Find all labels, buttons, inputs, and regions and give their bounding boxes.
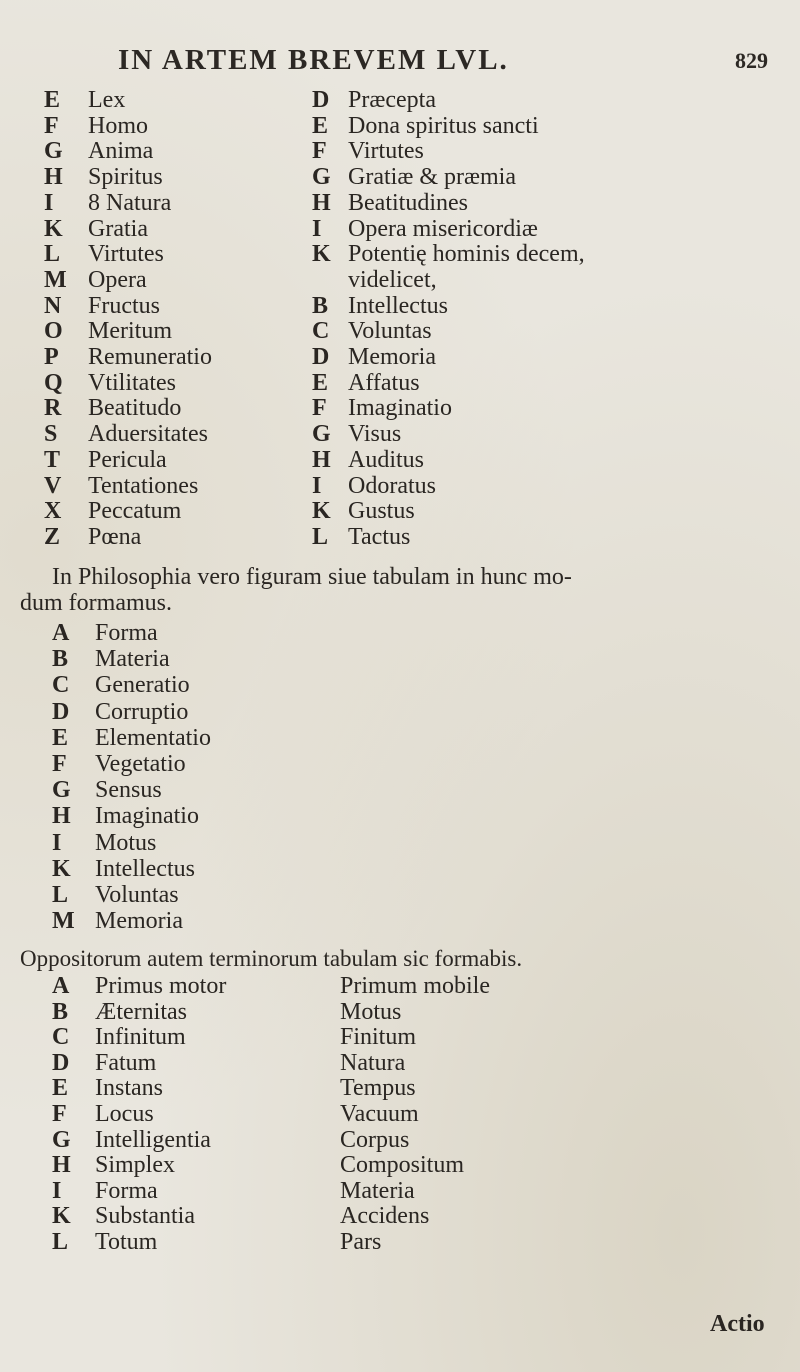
row-word: Memoria bbox=[95, 908, 183, 935]
row-letter: F bbox=[44, 112, 59, 139]
table1-left-row bbox=[44, 420, 304, 448]
row-word: Forma bbox=[95, 620, 158, 646]
running-header bbox=[118, 44, 768, 84]
row-letter: C bbox=[312, 318, 330, 345]
table2-row bbox=[52, 907, 352, 935]
table1-left-row bbox=[44, 343, 304, 371]
row-letter: V bbox=[44, 472, 62, 499]
table1-left-row bbox=[44, 292, 304, 320]
row-right-term: Tempus bbox=[340, 1075, 416, 1102]
row-word: 8 Natura bbox=[88, 189, 172, 216]
row-letter: D bbox=[52, 1049, 70, 1076]
row-letter: H bbox=[312, 189, 331, 216]
row-right-term: Motus bbox=[340, 998, 402, 1025]
row-word: Pericula bbox=[88, 446, 167, 473]
row-word: Auditus bbox=[348, 446, 425, 473]
table1-right-row bbox=[300, 266, 780, 294]
row-letter: K bbox=[52, 855, 71, 882]
row-letter: I bbox=[52, 829, 62, 856]
table2-row bbox=[52, 645, 352, 673]
row-word: Beatitudo bbox=[88, 395, 182, 422]
row-word: Pœna bbox=[88, 523, 142, 550]
row-letter: I bbox=[52, 1177, 62, 1204]
row-left-term: Locus bbox=[95, 1101, 154, 1127]
row-left-term: Totum bbox=[95, 1229, 158, 1255]
row-word: Beatitudines bbox=[348, 189, 468, 216]
row-word: Tentationes bbox=[88, 472, 199, 499]
table3-row bbox=[52, 1177, 752, 1205]
row-left-term: Primus motor bbox=[95, 973, 227, 999]
row-word: Opera bbox=[88, 266, 147, 293]
table1-right-row bbox=[300, 292, 780, 320]
table1-right-row bbox=[300, 163, 780, 191]
table2-row bbox=[52, 724, 352, 752]
row-word: Visus bbox=[348, 421, 402, 448]
table1-right-row bbox=[300, 240, 780, 268]
row-word: Affatus bbox=[348, 369, 420, 396]
row-word: Tactus bbox=[348, 523, 411, 550]
row-word: Potentię hominis decem, bbox=[348, 241, 585, 268]
row-left-term: Instans bbox=[95, 1075, 163, 1102]
row-letter: C bbox=[52, 1024, 70, 1051]
row-letter: P bbox=[44, 344, 59, 370]
table1-left-row bbox=[44, 317, 304, 345]
table1-right-row bbox=[300, 215, 780, 243]
row-letter: C bbox=[52, 672, 70, 699]
table1-right-row bbox=[300, 112, 780, 140]
table2-row bbox=[52, 671, 352, 699]
row-word: Gratiæ & præmia bbox=[348, 164, 516, 191]
row-right-term: Corpus bbox=[340, 1126, 410, 1153]
row-left-term: Infinitum bbox=[95, 1024, 186, 1051]
table1-left-row bbox=[44, 163, 304, 191]
row-right-term: Pars bbox=[340, 1229, 382, 1255]
row-letter: B bbox=[312, 292, 329, 319]
table2-row bbox=[52, 855, 352, 883]
row-word: Dona spiritus sancti bbox=[348, 112, 539, 139]
row-letter: O bbox=[44, 318, 63, 345]
table2-row bbox=[52, 881, 352, 909]
row-letter: L bbox=[44, 241, 61, 268]
row-word: Imaginatio bbox=[348, 395, 452, 422]
row-left-term: Fatum bbox=[95, 1049, 157, 1076]
table1-left-row bbox=[44, 472, 304, 500]
table1-right-row bbox=[300, 497, 780, 525]
row-letter: X bbox=[44, 498, 62, 525]
row-letter: H bbox=[52, 1152, 71, 1179]
row-word: Peccatum bbox=[88, 498, 182, 525]
row-word: Voluntas bbox=[348, 318, 432, 345]
row-word: Anima bbox=[88, 138, 154, 165]
table1-right-row bbox=[300, 137, 780, 165]
row-word: Virtutes bbox=[348, 138, 424, 165]
row-right-term: Primum mobile bbox=[340, 973, 490, 999]
table1-left-row bbox=[44, 112, 304, 140]
table3-row bbox=[52, 1151, 752, 1179]
row-letter: A bbox=[52, 620, 70, 646]
table1-right-row bbox=[300, 394, 780, 422]
table1-right-row bbox=[300, 86, 780, 114]
table1-right-row bbox=[300, 189, 780, 217]
row-letter: Z bbox=[44, 523, 61, 550]
row-letter: H bbox=[312, 446, 331, 473]
paragraph-philosophia-line1: In Philosophia vero figuram siue tabulam in hunc mo- bbox=[52, 564, 572, 590]
table1-left-row bbox=[44, 497, 304, 525]
row-left-term: Forma bbox=[95, 1177, 158, 1204]
table1-right-row bbox=[300, 446, 780, 474]
row-letter: H bbox=[52, 803, 71, 830]
table1-left-row bbox=[44, 189, 304, 217]
page-number: 829 bbox=[735, 48, 768, 73]
row-word: Spiritus bbox=[88, 164, 163, 191]
table2-row bbox=[52, 750, 352, 778]
row-word: Memoria bbox=[348, 344, 436, 370]
row-letter: N bbox=[44, 292, 62, 319]
running-title: IN ARTEM BREVEM LVL. bbox=[118, 44, 509, 76]
row-word: Elementatio bbox=[95, 724, 211, 751]
row-letter: G bbox=[312, 421, 331, 448]
row-letter: F bbox=[52, 751, 67, 777]
table3-row bbox=[52, 1228, 752, 1256]
row-letter: A bbox=[52, 973, 70, 999]
row-letter: L bbox=[52, 882, 69, 908]
row-letter: D bbox=[312, 344, 330, 370]
row-word: Imaginatio bbox=[95, 803, 199, 830]
row-word: Corruptio bbox=[95, 698, 189, 725]
table1-left-row bbox=[44, 266, 304, 294]
row-left-term: Substantia bbox=[95, 1203, 195, 1230]
row-word: Intellectus bbox=[95, 855, 195, 882]
row-letter: E bbox=[312, 369, 329, 396]
row-letter: G bbox=[312, 164, 331, 191]
row-letter: E bbox=[52, 724, 69, 751]
row-letter: L bbox=[312, 523, 329, 550]
row-left-term: Simplex bbox=[95, 1152, 176, 1179]
row-letter: I bbox=[44, 189, 54, 216]
row-letter: L bbox=[52, 1229, 69, 1255]
row-letter: F bbox=[312, 138, 327, 165]
row-word: Sensus bbox=[95, 777, 162, 804]
row-word: Generatio bbox=[95, 672, 190, 699]
row-letter: D bbox=[312, 87, 330, 113]
row-letter: K bbox=[312, 498, 331, 525]
row-right-term: Natura bbox=[340, 1049, 406, 1076]
row-word: Voluntas bbox=[95, 882, 179, 908]
row-word: Odoratus bbox=[348, 472, 436, 499]
table2-row bbox=[52, 698, 352, 726]
row-word: Vtilitates bbox=[88, 369, 176, 396]
row-letter: E bbox=[312, 112, 329, 139]
row-letter: G bbox=[44, 138, 63, 165]
row-right-term: Accidens bbox=[340, 1203, 430, 1230]
row-word: Fructus bbox=[88, 292, 160, 319]
row-letter: F bbox=[52, 1101, 67, 1127]
row-left-term: Æternitas bbox=[95, 998, 187, 1025]
table3-row bbox=[52, 1100, 752, 1128]
row-word: Materia bbox=[95, 646, 170, 673]
row-word: Præcepta bbox=[348, 87, 436, 113]
row-word: Gratia bbox=[88, 215, 148, 242]
table1-left-row bbox=[44, 215, 304, 243]
row-letter: S bbox=[44, 421, 58, 448]
table1-right-row bbox=[300, 343, 780, 371]
row-right-term: Materia bbox=[340, 1177, 415, 1204]
row-word: Lex bbox=[88, 87, 126, 113]
row-letter: M bbox=[44, 266, 67, 293]
row-letter: F bbox=[312, 395, 327, 422]
table1-right-row bbox=[300, 472, 780, 500]
row-word: Intellectus bbox=[348, 292, 448, 319]
table1-left-row bbox=[44, 369, 304, 397]
row-left-term: Intelligentia bbox=[95, 1126, 211, 1153]
table3-row bbox=[52, 998, 752, 1026]
table1-right-row bbox=[300, 420, 780, 448]
row-letter: G bbox=[52, 777, 71, 804]
row-letter: B bbox=[52, 998, 69, 1025]
row-word: Remuneratio bbox=[88, 344, 212, 370]
table3-row bbox=[52, 1202, 752, 1230]
row-word: Gustus bbox=[348, 498, 415, 525]
paragraph-philosophia-line2: dum formamus. bbox=[20, 590, 172, 616]
table1-right-row bbox=[300, 317, 780, 345]
row-letter: R bbox=[44, 395, 62, 422]
table2-row bbox=[52, 776, 352, 804]
table3-row bbox=[52, 1023, 752, 1051]
row-letter: E bbox=[44, 87, 61, 113]
row-right-term: Finitum bbox=[340, 1024, 417, 1051]
row-word: Virtutes bbox=[88, 241, 164, 268]
row-word: Motus bbox=[95, 829, 157, 856]
paragraph-oppositorum: Oppositorum autem terminorum tabulam sic formabis. bbox=[20, 946, 523, 971]
table1-left-row bbox=[44, 523, 304, 551]
row-letter: T bbox=[44, 446, 61, 473]
table1-right-row bbox=[300, 369, 780, 397]
table1-left-row bbox=[44, 86, 304, 114]
row-word: Opera misericordiæ bbox=[348, 215, 538, 242]
row-letter: H bbox=[44, 164, 63, 191]
catchword: Actio bbox=[710, 1311, 765, 1337]
table3-row bbox=[52, 1049, 752, 1077]
table2-row bbox=[52, 802, 352, 830]
table3-row bbox=[52, 1126, 752, 1154]
table1-left-row bbox=[44, 394, 304, 422]
row-letter: D bbox=[52, 698, 70, 725]
row-letter: B bbox=[52, 646, 69, 673]
row-word: Meritum bbox=[88, 318, 172, 345]
table3-row bbox=[52, 1074, 752, 1102]
table1-left-row bbox=[44, 446, 304, 474]
row-right-term: Vacuum bbox=[340, 1101, 419, 1127]
row-letter: K bbox=[44, 215, 63, 242]
row-letter: E bbox=[52, 1075, 69, 1102]
row-word: Vegetatio bbox=[95, 751, 186, 777]
row-right-term: Compositum bbox=[340, 1152, 465, 1179]
row-letter: K bbox=[52, 1203, 71, 1230]
table2-row bbox=[52, 619, 352, 647]
table3-row bbox=[52, 972, 752, 1000]
table1-left-row bbox=[44, 137, 304, 165]
row-letter: I bbox=[312, 215, 322, 242]
table1-left-row bbox=[44, 240, 304, 268]
row-letter: M bbox=[52, 908, 75, 935]
row-word: Aduersitates bbox=[88, 421, 208, 448]
table1-right-row bbox=[300, 523, 780, 551]
row-letter: Q bbox=[44, 369, 63, 396]
row-word: Homo bbox=[88, 112, 148, 139]
row-word: videlicet, bbox=[348, 266, 437, 293]
row-letter: I bbox=[312, 472, 322, 499]
row-letter: G bbox=[52, 1126, 71, 1153]
table2-row bbox=[52, 829, 352, 857]
row-letter: K bbox=[312, 241, 331, 268]
